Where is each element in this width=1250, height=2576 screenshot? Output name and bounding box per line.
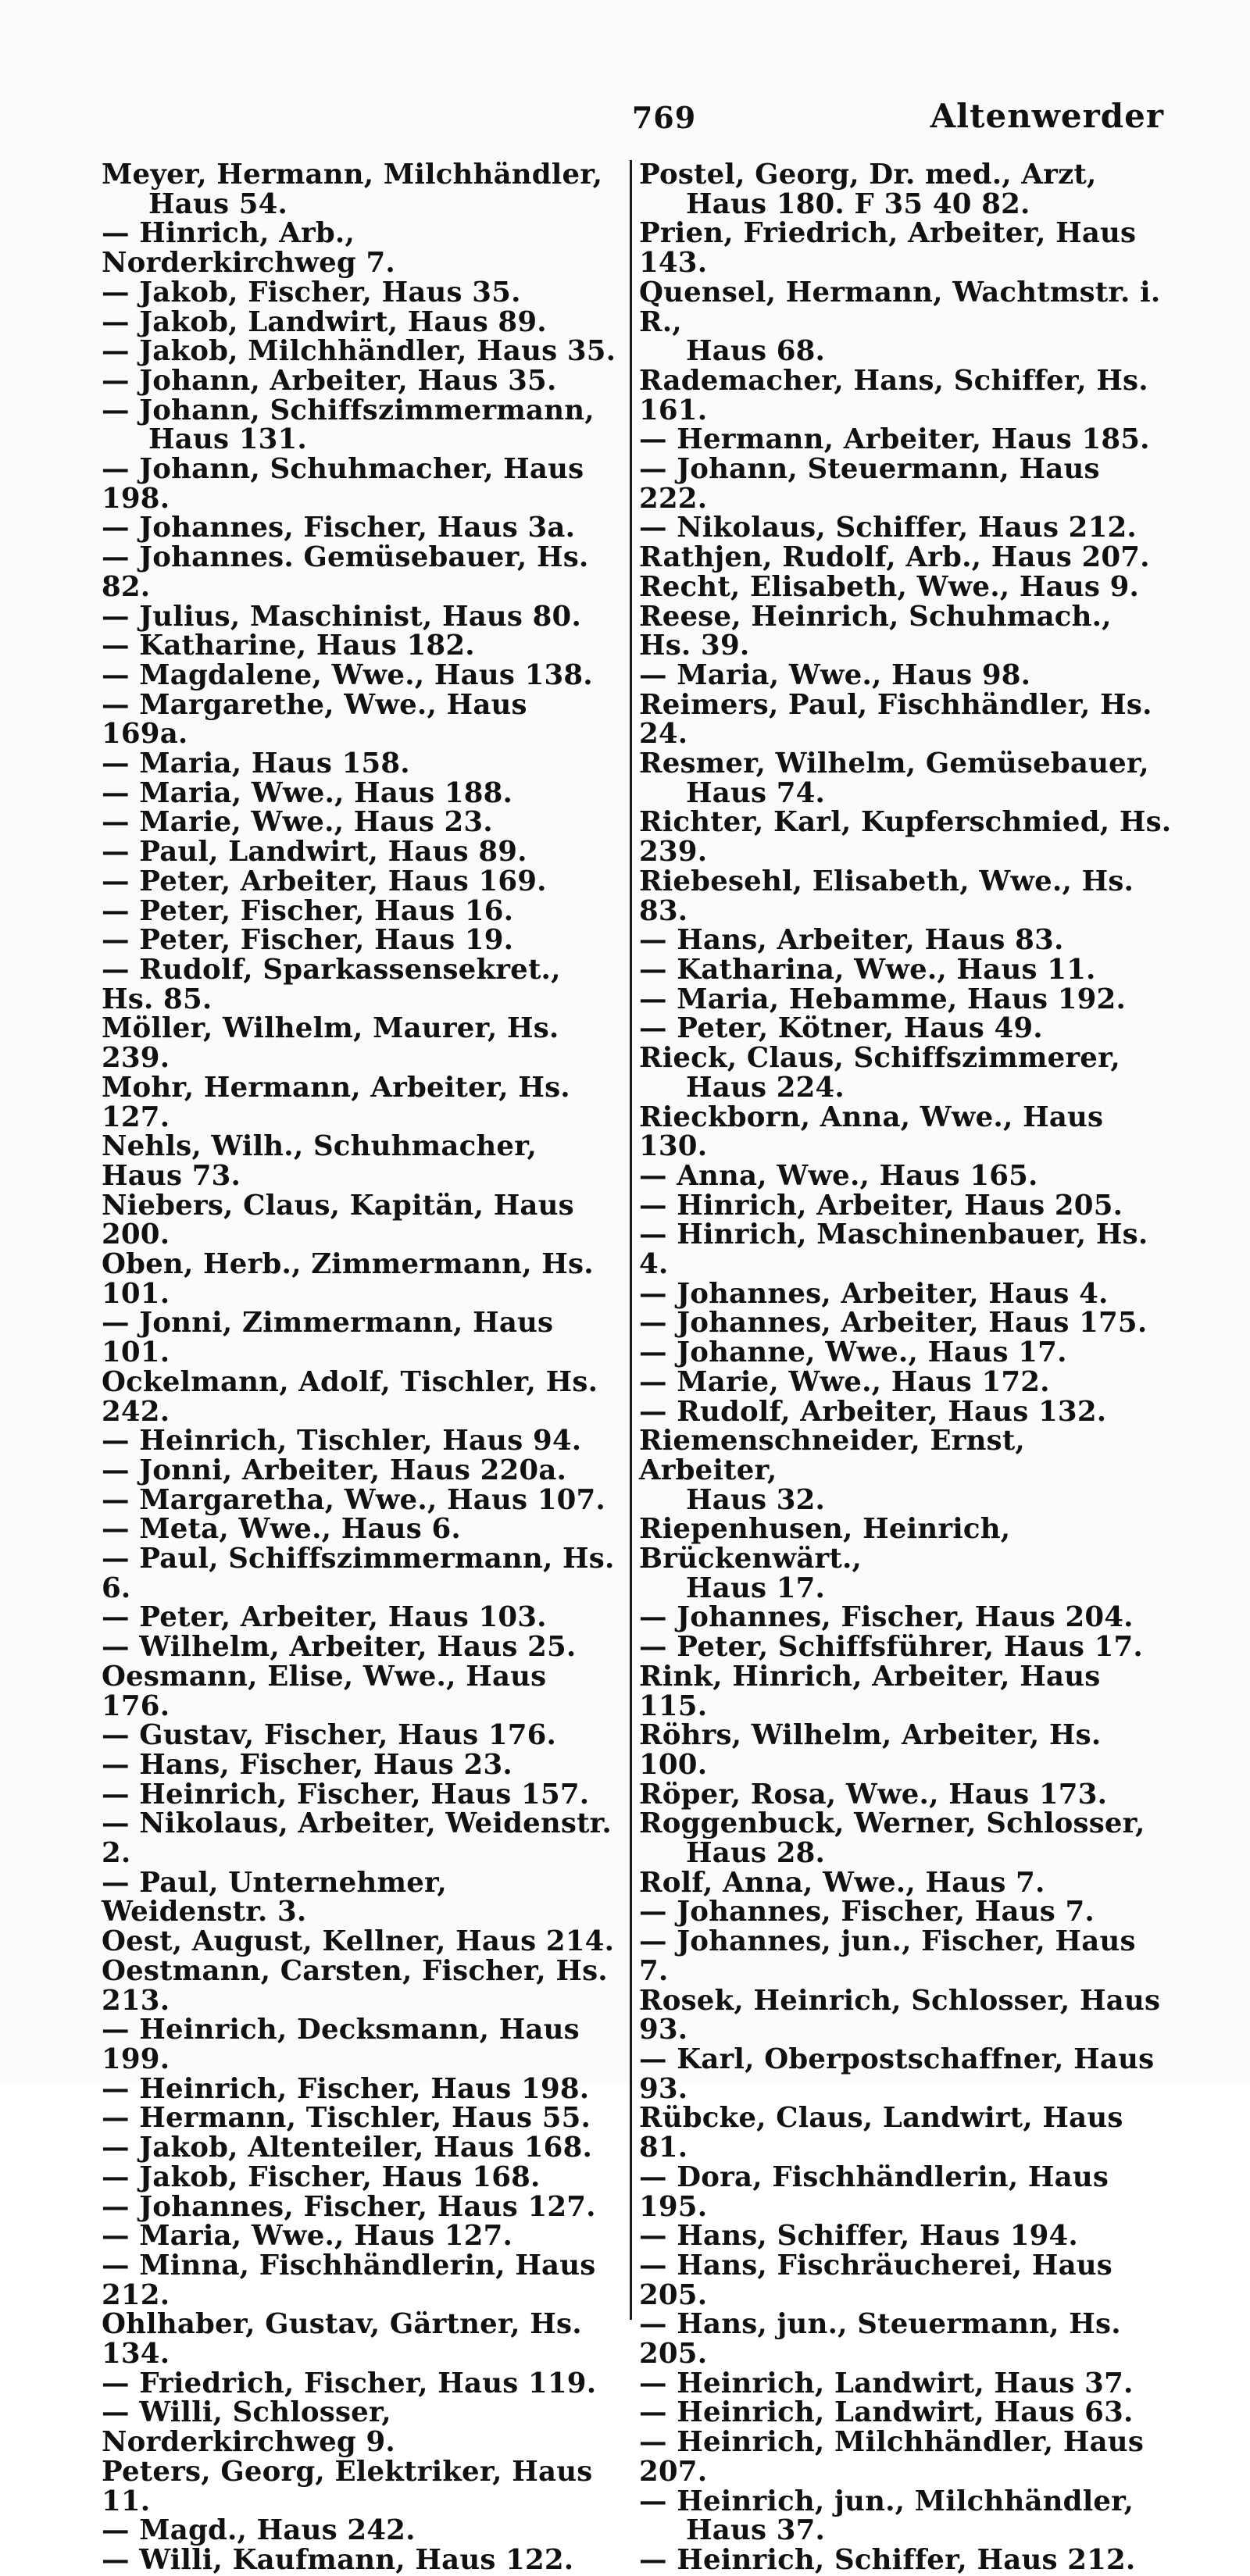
entry-text: — Peter, Arbeiter, Haus 103. xyxy=(102,1601,547,1634)
directory-entry xyxy=(102,2396,617,2459)
directory-entry xyxy=(639,160,1172,219)
entry-continuation: Haus 180. F 35 40 82. xyxy=(686,187,1030,220)
entry-text: — Maria, Wwe., Haus 98. xyxy=(639,658,1031,691)
entry-continuation: Haus 131. xyxy=(148,423,307,456)
directory-entry xyxy=(102,160,617,219)
directory-entry xyxy=(639,926,1172,955)
directory-entry xyxy=(639,955,1172,985)
entry-text: Rübcke, Claus, Landwirt, Haus 81. xyxy=(639,2102,1123,2164)
directory-entry xyxy=(639,2398,1172,2428)
entry-text: — Dora, Fischhändlerin, Haus 195. xyxy=(639,2160,1109,2223)
directory-entry xyxy=(639,1721,1172,1779)
entry-text: — Peter, Kötner, Haus 49. xyxy=(639,1012,1043,1045)
entry-text: — Katharine, Haus 182. xyxy=(102,630,475,662)
entry-text: — Jakob, Landwirt, Haus 89. xyxy=(102,305,547,338)
directory-entry xyxy=(102,808,617,837)
directory-entry xyxy=(102,1515,617,1544)
entry-text: — Nikolaus, Schiffer, Haus 212. xyxy=(639,512,1137,544)
entry-continuation: Haus 17. xyxy=(686,1572,826,1604)
directory-entry xyxy=(102,396,617,455)
directory-entry xyxy=(639,570,1172,603)
entry-text: — Paul, Landwirt, Haus 89. xyxy=(102,836,527,869)
directory-entry xyxy=(102,2221,617,2251)
entry-text: — Peter, Schiffsführer, Haus 17. xyxy=(639,1631,1143,1664)
right-column xyxy=(639,160,1172,2575)
directory-entry xyxy=(102,2192,617,2222)
entry-text: — Heinrich, Tischler, Haus 94. xyxy=(102,1425,582,1457)
entry-text: — Heinrich, Fischer, Haus 198. xyxy=(102,2072,590,2105)
directory-entry xyxy=(102,2543,617,2576)
directory-entry xyxy=(102,2516,617,2546)
entry-text: Oben, Herb., Zimmermann, Hs. 101. xyxy=(102,1248,594,1310)
entry-text: — Willi, Kaufmann, Haus 122. xyxy=(102,2543,574,2576)
directory-entry xyxy=(102,1250,617,1308)
directory-entry xyxy=(102,2015,617,2074)
entry-text: — Jakob, Fischer, Haus 168. xyxy=(102,2160,541,2193)
entry-text: — Jonni, Zimmermann, Haus 101. xyxy=(102,1307,554,1369)
entry-text: Roggenbuck, Werner, Schlosser, xyxy=(639,1807,1145,1840)
entry-text: — Anna, Wwe., Haus 165. xyxy=(639,1159,1038,1192)
entry-text: Rink, Hinrich, Arbeiter, Haus 115. xyxy=(639,1660,1101,1722)
directory-entry xyxy=(639,513,1172,543)
directory-entry xyxy=(102,1308,617,1367)
directory-entry xyxy=(639,2308,1172,2371)
entry-text: — Johann, Arbeiter, Haus 35. xyxy=(102,364,557,397)
directory-entry xyxy=(639,2428,1172,2486)
directory-entry xyxy=(102,1483,617,1516)
directory-entry xyxy=(639,2045,1172,2103)
entry-text: Rieckborn, Anna, Wwe., Haus 130. xyxy=(639,1101,1104,1163)
entry-text: — Jakob, Fischer, Haus 35. xyxy=(102,276,521,309)
entry-continuation: Haus 74. xyxy=(686,776,826,809)
directory-entry xyxy=(102,1632,617,1662)
entry-text: — Jakob, Altenteiler, Haus 168. xyxy=(102,2132,593,2164)
entry-text: — Hans, Schiffer, Haus 194. xyxy=(639,2220,1078,2253)
directory-entry xyxy=(102,2103,617,2133)
directory-entry xyxy=(639,1897,1172,1927)
directory-entry xyxy=(102,217,617,280)
entry-text: — Margaretha, Wwe., Haus 107. xyxy=(102,1483,605,1516)
entry-text: — Johannes. Gemüsebauer, Hs. 82. xyxy=(102,541,589,603)
entry-text: — Magdalene, Wwe., Haus 138. xyxy=(102,658,593,691)
entry-continuation: Haus 54. xyxy=(148,187,288,220)
directory-entry xyxy=(639,1632,1172,1662)
entry-text: — Marie, Wwe., Haus 23. xyxy=(102,806,493,839)
entry-text: — Julius, Maschinist, Haus 80. xyxy=(102,600,582,633)
directory-entry xyxy=(102,1662,617,1721)
running-head: Altenwerder xyxy=(930,97,1164,135)
directory-entry xyxy=(639,867,1172,926)
directory-entry xyxy=(639,455,1172,513)
entry-text: — Magd., Haus 242. xyxy=(102,2514,416,2547)
entry-text: — Johann, Steuermann, Haus 222. xyxy=(639,453,1100,515)
directory-entry xyxy=(102,455,617,513)
directory-entry xyxy=(102,1191,617,1250)
entry-text: Oest, August, Kellner, Haus 214. xyxy=(102,1925,615,1958)
directory-entry xyxy=(102,2072,617,2105)
directory-entry xyxy=(639,1044,1172,1102)
entry-text: — Jonni, Arbeiter, Haus 220a. xyxy=(102,1454,567,1486)
entry-text: — Margarethe, Wwe., Haus 169a. xyxy=(102,688,527,751)
entry-text: Niebers, Claus, Kapitän, Haus 200. xyxy=(102,1189,574,1251)
entry-text: Nehls, Wilh., Schuhmacher, Haus 73. xyxy=(102,1130,538,1192)
entry-text: — Johann, Schuhmacher, Haus 198. xyxy=(102,453,584,515)
entry-text: Postel, Georg, Dr. med., Arzt, xyxy=(639,159,1097,191)
directory-entry xyxy=(102,1426,617,1456)
directory-entry xyxy=(102,1780,617,1810)
directory-entry xyxy=(102,2251,617,2310)
directory-entry xyxy=(639,749,1172,808)
directory-entry xyxy=(639,1161,1172,1191)
directory-entry xyxy=(639,806,1172,869)
entry-text: — Marie, Wwe., Haus 172. xyxy=(639,1365,1050,1398)
entry-text: — Hinrich, Arb., Norderkirchweg 7. xyxy=(102,217,395,280)
directory-entry xyxy=(102,749,617,779)
entry-text: — Rudolf, Sparkassensekret., Hs. 85. xyxy=(102,953,561,1015)
entry-text: — Hans, Fischräucherei, Haus 205. xyxy=(639,2249,1112,2311)
entry-text: — Maria, Wwe., Haus 188. xyxy=(102,776,513,809)
directory-entry xyxy=(639,1308,1172,1338)
entry-text: — Gustav, Fischer, Haus 176. xyxy=(102,1719,557,1752)
entry-text: Ohlhaber, Gustav, Gärtner, Hs. 134. xyxy=(102,2308,582,2371)
directory-entry xyxy=(639,278,1172,366)
directory-entry xyxy=(102,631,617,661)
entry-text: Rathjen, Rudolf, Arb., Haus 207. xyxy=(639,541,1150,574)
entry-text: — Johann, Schiffszimmermann, xyxy=(102,394,595,426)
entry-text: Rolf, Anna, Wwe., Haus 7. xyxy=(639,1866,1045,1899)
directory-entry xyxy=(639,690,1172,749)
left-column xyxy=(102,160,617,2575)
entry-text: — Wilhelm, Arbeiter, Haus 25. xyxy=(102,1631,577,1664)
directory-entry xyxy=(639,1365,1172,1398)
entry-text: — Paul, Unternehmer, Weidenstr. 3. xyxy=(102,1866,447,1928)
entry-text: — Heinrich, Fischer, Haus 157. xyxy=(102,1778,590,1811)
directory-entry xyxy=(102,1750,617,1780)
directory-entry xyxy=(102,543,617,601)
directory-entry xyxy=(639,2103,1172,2162)
entry-text: — Hermann, Tischler, Haus 55. xyxy=(102,2102,591,2135)
directory-entry xyxy=(639,2369,1172,2399)
directory-entry xyxy=(102,867,617,897)
entry-continuation: Haus 28. xyxy=(686,1837,826,1870)
entry-text: — Johanne, Wwe., Haus 17. xyxy=(639,1336,1067,1369)
entry-text: — Johannes, Fischer, Haus 127. xyxy=(102,2190,596,2223)
directory-entry xyxy=(639,2543,1172,2576)
directory-entry xyxy=(102,1365,617,1428)
directory-entry xyxy=(102,337,617,366)
entry-text: Oesmann, Elise, Wwe., Haus 176. xyxy=(102,1660,547,1722)
entry-text: Reimers, Paul, Fischhändler, Hs. 24. xyxy=(639,688,1152,751)
directory-entry xyxy=(102,926,617,955)
page-number: 769 xyxy=(631,100,697,135)
entry-text: Meyer, Hermann, Milchhändler, xyxy=(102,159,603,191)
entry-text: — Katharina, Wwe., Haus 11. xyxy=(639,953,1096,986)
entry-text: Riepenhusen, Heinrich, Brückenwärt., xyxy=(639,1513,1011,1575)
entry-text: — Johannes, Fischer, Haus 3a. xyxy=(102,512,576,544)
entry-text: Rosek, Heinrich, Schlosser, Haus 93. xyxy=(639,1984,1161,2046)
directory-entry xyxy=(102,776,617,809)
entry-text: Peters, Georg, Elektriker, Haus 11. xyxy=(102,2455,593,2517)
directory-entry xyxy=(639,1426,1172,1515)
directory-entry xyxy=(639,985,1172,1015)
entry-text: Röper, Rosa, Wwe., Haus 173. xyxy=(639,1778,1108,1811)
entry-text: Rieck, Claus, Schiffszimmerer, xyxy=(639,1042,1120,1075)
entry-text: — Johannes, jun., Fischer, Haus 7. xyxy=(639,1925,1136,1987)
directory-entry xyxy=(102,955,617,1014)
entry-text: Oestmann, Carsten, Fischer, Hs. 213. xyxy=(102,1954,608,2017)
entry-text: — Johannes, Fischer, Haus 204. xyxy=(639,1601,1134,1634)
directory-entry xyxy=(639,366,1172,425)
entry-text: — Friedrich, Fischer, Haus 119. xyxy=(102,2367,597,2399)
directory-entry xyxy=(639,425,1172,455)
entry-text: — Johannes, Arbeiter, Haus 4. xyxy=(639,1277,1109,1310)
directory-entry xyxy=(639,543,1172,573)
entry-text: — Hans, Fischer, Haus 23. xyxy=(102,1748,512,1781)
entry-text: — Nikolaus, Arbeiter, Weidenstr. 2. xyxy=(102,1807,612,1870)
page-header xyxy=(102,94,1164,141)
directory-entry xyxy=(102,1456,617,1486)
entry-text: — Heinrich, Milchhändler, Haus 207. xyxy=(639,2426,1145,2488)
entry-continuation: Haus 224. xyxy=(686,1071,845,1104)
directory-entry xyxy=(639,1220,1172,1279)
directory-entry xyxy=(102,1721,617,1750)
entry-text: — Peter, Fischer, Haus 16. xyxy=(102,894,514,927)
entry-text: — Meta, Wwe., Haus 6. xyxy=(102,1513,461,1546)
entry-text: — Willi, Schlosser, Norderkirchweg 9. xyxy=(102,2396,395,2459)
entry-text: — Peter, Fischer, Haus 19. xyxy=(102,924,514,957)
entry-text: Ockelmann, Adolf, Tischler, Hs. 242. xyxy=(102,1365,598,1428)
directory-entry xyxy=(639,1014,1172,1044)
entry-text: Riebesehl, Elisabeth, Wwe., Hs. 83. xyxy=(639,865,1134,927)
entry-text: — Hinrich, Arbeiter, Haus 205. xyxy=(639,1189,1123,1222)
entry-text: — Johannes, Fischer, Haus 7. xyxy=(639,1896,1095,1928)
entry-text: Quensel, Hermann, Wachtmstr. i. R., xyxy=(639,276,1161,338)
entry-text: — Heinrich, Landwirt, Haus 63. xyxy=(639,2396,1134,2429)
directory-entry xyxy=(639,1662,1172,1721)
directory-entry xyxy=(639,602,1172,661)
directory-entry xyxy=(102,2308,617,2371)
entry-continuation: Haus 68. xyxy=(686,335,826,368)
entry-text: — Heinrich, Schiffer, Haus 212. xyxy=(639,2543,1136,2576)
directory-entry xyxy=(639,658,1172,691)
entry-text: Resmer, Wilhelm, Gemüsebauer, xyxy=(639,747,1149,780)
directory-entry xyxy=(102,1954,617,2017)
entry-text: — Minna, Fischhändlerin, Haus 212. xyxy=(102,2249,596,2311)
entry-text: — Maria, Haus 158. xyxy=(102,747,410,780)
directory-entry xyxy=(102,1868,617,1927)
directory-entry xyxy=(639,1986,1172,2045)
directory-entry xyxy=(639,1780,1172,1810)
directory-entry xyxy=(102,2369,617,2399)
entry-text: — Heinrich, Decksmann, Haus 199. xyxy=(102,2014,580,2075)
directory-entry xyxy=(639,1868,1172,1898)
directory-entry xyxy=(102,1073,617,1132)
entry-text: — Hinrich, Maschinenbauer, Hs. 4. xyxy=(639,1218,1148,1281)
directory-entry xyxy=(639,217,1172,280)
entry-text: — Johannes, Arbeiter, Haus 175. xyxy=(639,1307,1148,1340)
entry-text: — Karl, Oberpostschaffner, Haus 93. xyxy=(639,2043,1155,2105)
directory-entry xyxy=(102,366,617,396)
entry-text: Riemenschneider, Ernst, Arbeiter, xyxy=(639,1425,1025,1486)
column-divider xyxy=(630,160,632,2320)
entry-text: Mohr, Hermann, Arbeiter, Hs. 127. xyxy=(102,1071,570,1133)
entry-text: Recht, Elisabeth, Wwe., Haus 9. xyxy=(639,570,1140,603)
directory-entry xyxy=(102,1927,617,1957)
directory-entry xyxy=(639,1279,1172,1309)
directory-entry xyxy=(102,513,617,543)
entry-text: — Maria, Hebamme, Haus 192. xyxy=(639,983,1127,1015)
entry-text: — Rudolf, Arbeiter, Haus 132. xyxy=(639,1395,1107,1428)
entry-continuation: Haus 37. xyxy=(686,2514,826,2547)
directory-entry xyxy=(639,1103,1172,1161)
directory-entry xyxy=(639,2160,1172,2223)
directory-entry xyxy=(639,1338,1172,1368)
entry-text: — Maria, Wwe., Haus 127. xyxy=(102,2220,513,2253)
directory-entry xyxy=(102,690,617,749)
directory-entry xyxy=(102,2133,617,2163)
directory-entry xyxy=(102,1809,617,1868)
entry-text: Rademacher, Hans, Schiffer, Hs. 161. xyxy=(639,364,1148,426)
directory-entry xyxy=(639,1191,1172,1221)
directory-entry xyxy=(102,305,617,338)
entry-text: Röhrs, Wilhelm, Arbeiter, Hs. 100. xyxy=(639,1719,1102,1781)
entry-text: — Hans, jun., Steuermann, Hs. 205. xyxy=(639,2308,1121,2371)
entry-text: — Heinrich, jun., Milchhändler, xyxy=(639,2485,1134,2517)
directory-entry xyxy=(102,2160,617,2193)
directory-entry xyxy=(102,658,617,691)
directory-entry xyxy=(639,1809,1172,1868)
directory-entry xyxy=(102,278,617,308)
directory-entry xyxy=(639,1603,1172,1632)
directory-entry xyxy=(102,1544,617,1603)
directory-entry xyxy=(102,1603,617,1632)
directory-entry xyxy=(639,1927,1172,1986)
directory-entry xyxy=(639,2221,1172,2251)
entry-text: — Paul, Schiffszimmermann, Hs. 6. xyxy=(102,1543,615,1604)
entry-continuation: Haus 32. xyxy=(686,1483,826,1516)
entry-text: Prien, Friedrich, Arbeiter, Haus 143. xyxy=(639,217,1137,280)
entry-text: — Hans, Arbeiter, Haus 83. xyxy=(639,924,1064,957)
entry-text: — Peter, Arbeiter, Haus 169. xyxy=(102,865,547,897)
entry-text: Richter, Karl, Kupferschmied, Hs. 239. xyxy=(639,806,1172,869)
directory-entry xyxy=(639,1397,1172,1427)
directory-entry xyxy=(639,1515,1172,1603)
entry-text: — Jakob, Milchhändler, Haus 35. xyxy=(102,335,616,368)
directory-entry xyxy=(102,894,617,927)
directory-entry xyxy=(102,2457,617,2516)
entry-text: — Hermann, Arbeiter, Haus 185. xyxy=(639,423,1150,456)
directory-entry xyxy=(102,837,617,867)
directory-entry xyxy=(639,2251,1172,2310)
directory-entry xyxy=(102,1132,617,1190)
entry-text: Möller, Wilhelm, Maurer, Hs. 239. xyxy=(102,1012,559,1075)
entry-text: — Heinrich, Landwirt, Haus 37. xyxy=(639,2367,1134,2399)
entry-text: Reese, Heinrich, Schuhmach., Hs. 39. xyxy=(639,600,1112,662)
directory-entry xyxy=(639,2487,1172,2546)
directory-entry xyxy=(102,1012,617,1075)
directory-entry xyxy=(102,602,617,632)
